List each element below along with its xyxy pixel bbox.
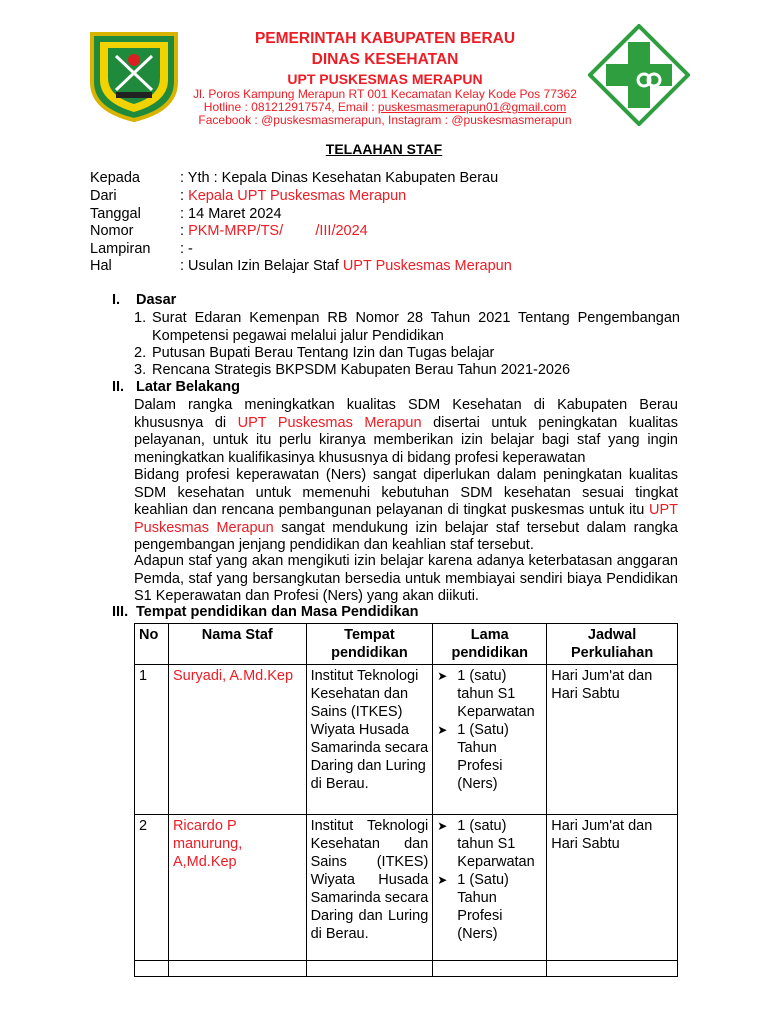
cell-jadwal: Hari Jum'at dan Hari Sabtu	[547, 665, 678, 815]
cell-tempat: Institut Teknologi Kesehatan dan Sains (ITKES) Wiyata Husada Samarinda secara Daring dan Luring di Berau.	[306, 665, 433, 815]
cell-no: 2	[135, 815, 169, 961]
list-item: 2. Putusan Bupati Berau Tentang Izin dan Tugas belajar	[134, 345, 495, 361]
arrow-bullet-icon: ➤	[437, 723, 448, 737]
social-line: Facebook : @puskesmasmerapun, Instagram : @puskesmasmerapun	[198, 113, 572, 127]
col-header: Nama Staf	[168, 624, 306, 665]
letterhead	[0, 0, 768, 130]
document-title: TELAAHAN STAF	[325, 141, 443, 157]
email-link[interactable]: puskesmasmerapun01@gmail.com	[377, 100, 567, 114]
col-header: No	[135, 624, 169, 665]
list-item: 1. Surat Edaran Kemenpan RB Nomor 28 Tahun 2021 Tentang Pengembangan Kompetensi pegawai melalui jalur Pendidikan	[134, 310, 680, 344]
hotline-text: Hotline : 081212917574, Email :	[203, 100, 378, 114]
meta-key: Nomor	[90, 223, 134, 239]
table-header-row	[135, 624, 678, 665]
cell-lama	[433, 815, 547, 961]
cell-nama: Suryadi, A.Md.Kep	[168, 665, 306, 815]
list-item: 3. Rencana Strategis BKPSDM Kabupaten Berau Tahun 2021-2026	[134, 362, 571, 378]
arrow-bullet-icon: ➤	[437, 819, 448, 833]
cell-no: 1	[135, 665, 169, 815]
meta-key: Lampiran	[90, 241, 151, 257]
agency-name: DINAS KESEHATAN	[311, 51, 459, 68]
arrow-bullet-icon: ➤	[437, 669, 448, 683]
paragraph: Dalam rangka meningkatkan kualitas SDM Kesehatan di Kabupaten Berau khususnya di UPT Puskesmas Merapun disertai untuk peningkatan kualitas pelayanan, untuk itu perlu kiranya memberikan izin belajar bagi staf yang ingin meningkatkan kualifikasinya khususnya di bidang profesi keperawatan	[134, 397, 678, 466]
meta-key: Dari	[90, 188, 117, 204]
meta-value: : Usulan Izin Belajar Staf UPT Puskesmas Merapun	[180, 258, 512, 274]
cell-nama: Ricardo P manurung, A,Md.Kep	[168, 815, 306, 961]
list-item: ➤ 1 (Satu) Tahun Profesi (Ners)	[437, 872, 509, 942]
meta-key: Tanggal	[90, 206, 141, 222]
section-heading-tempat: III. Tempat pendidikan dan Masa Pendidikan	[112, 604, 419, 620]
staff-table	[134, 623, 678, 977]
section-heading-dasar: I. Dasar	[112, 292, 177, 308]
meta-key: Kepada	[90, 170, 140, 186]
col-header: Jadwal Perkuliahan	[547, 624, 678, 665]
col-header: Tempat pendidikan	[306, 624, 433, 665]
paragraph: Bidang profesi keperawatan (Ners) sangat diperlukan dalam peningkatan kualitas SDM kesehatan untuk memenuhi kebutuhan SDM kesehatan sesuai tingkat keahlian dan rencana pembangunan pelayanan di tingkat puskesmas untuk itu UPT Puskesmas Merapun sangat mendukung izin belajar staf tersebut dalam rangka pengembangan jenjang pendidikan dan keahlian staf tersebut.	[134, 467, 678, 553]
cell-lama	[433, 665, 547, 815]
table-row	[135, 665, 678, 815]
list-item: ➤ 1 (satu) tahun S1 Keparwatan	[437, 668, 535, 720]
table-row-empty	[135, 961, 678, 977]
meta-value: : Kepala UPT Puskesmas Merapun	[180, 188, 407, 204]
list-item: ➤ 1 (Satu) Tahun Profesi (Ners)	[437, 722, 509, 792]
meta-value: : Yth : Kepala Dinas Kesehatan Kabupaten Berau	[180, 170, 499, 186]
puskesmas-cross-logo-icon	[588, 24, 690, 126]
section-heading-latar: II. Latar Belakang	[112, 379, 240, 395]
gov-name: PEMERINTAH KABUPATEN BERAU	[254, 30, 516, 47]
paragraph: Adapun staf yang akan mengikuti izin belajar karena adanya keterbatasan anggaran Pemda, staf yang bersangkutan bersedia untuk membiayai sendiri biaya Pendidikan S1 Keperawatan dan Profesi (Ners) yang akan diikuti.	[134, 553, 678, 604]
meta-value: : PKM-MRP/TS/ /III/2024	[180, 223, 368, 239]
list-item: ➤ 1 (satu) tahun S1 Keparwatan	[437, 818, 535, 870]
arrow-bullet-icon: ➤	[437, 873, 448, 887]
berau-regency-emblem-icon	[86, 30, 182, 122]
cell-jadwal: Hari Jum'at dan Hari Sabtu	[547, 815, 678, 961]
cell-tempat: Institut Teknologi Kesehatan dan Sains (ITKES) Wiyata Husada Samarinda secara Daring dan Luring di Berau.	[306, 815, 433, 961]
col-header: Lama pendidikan	[433, 624, 547, 665]
address: Jl. Poros Kampung Merapun RT 001 Kecamatan Kelay Kode Pos 77362	[193, 87, 577, 101]
table-row	[135, 815, 678, 961]
meta-key: Hal	[90, 258, 112, 274]
meta-value: : 14 Maret 2024	[180, 206, 282, 222]
hotline-line	[180, 100, 590, 114]
unit-name: UPT PUSKESMAS MERAPUN	[287, 71, 483, 87]
meta-value: : -	[180, 241, 193, 257]
